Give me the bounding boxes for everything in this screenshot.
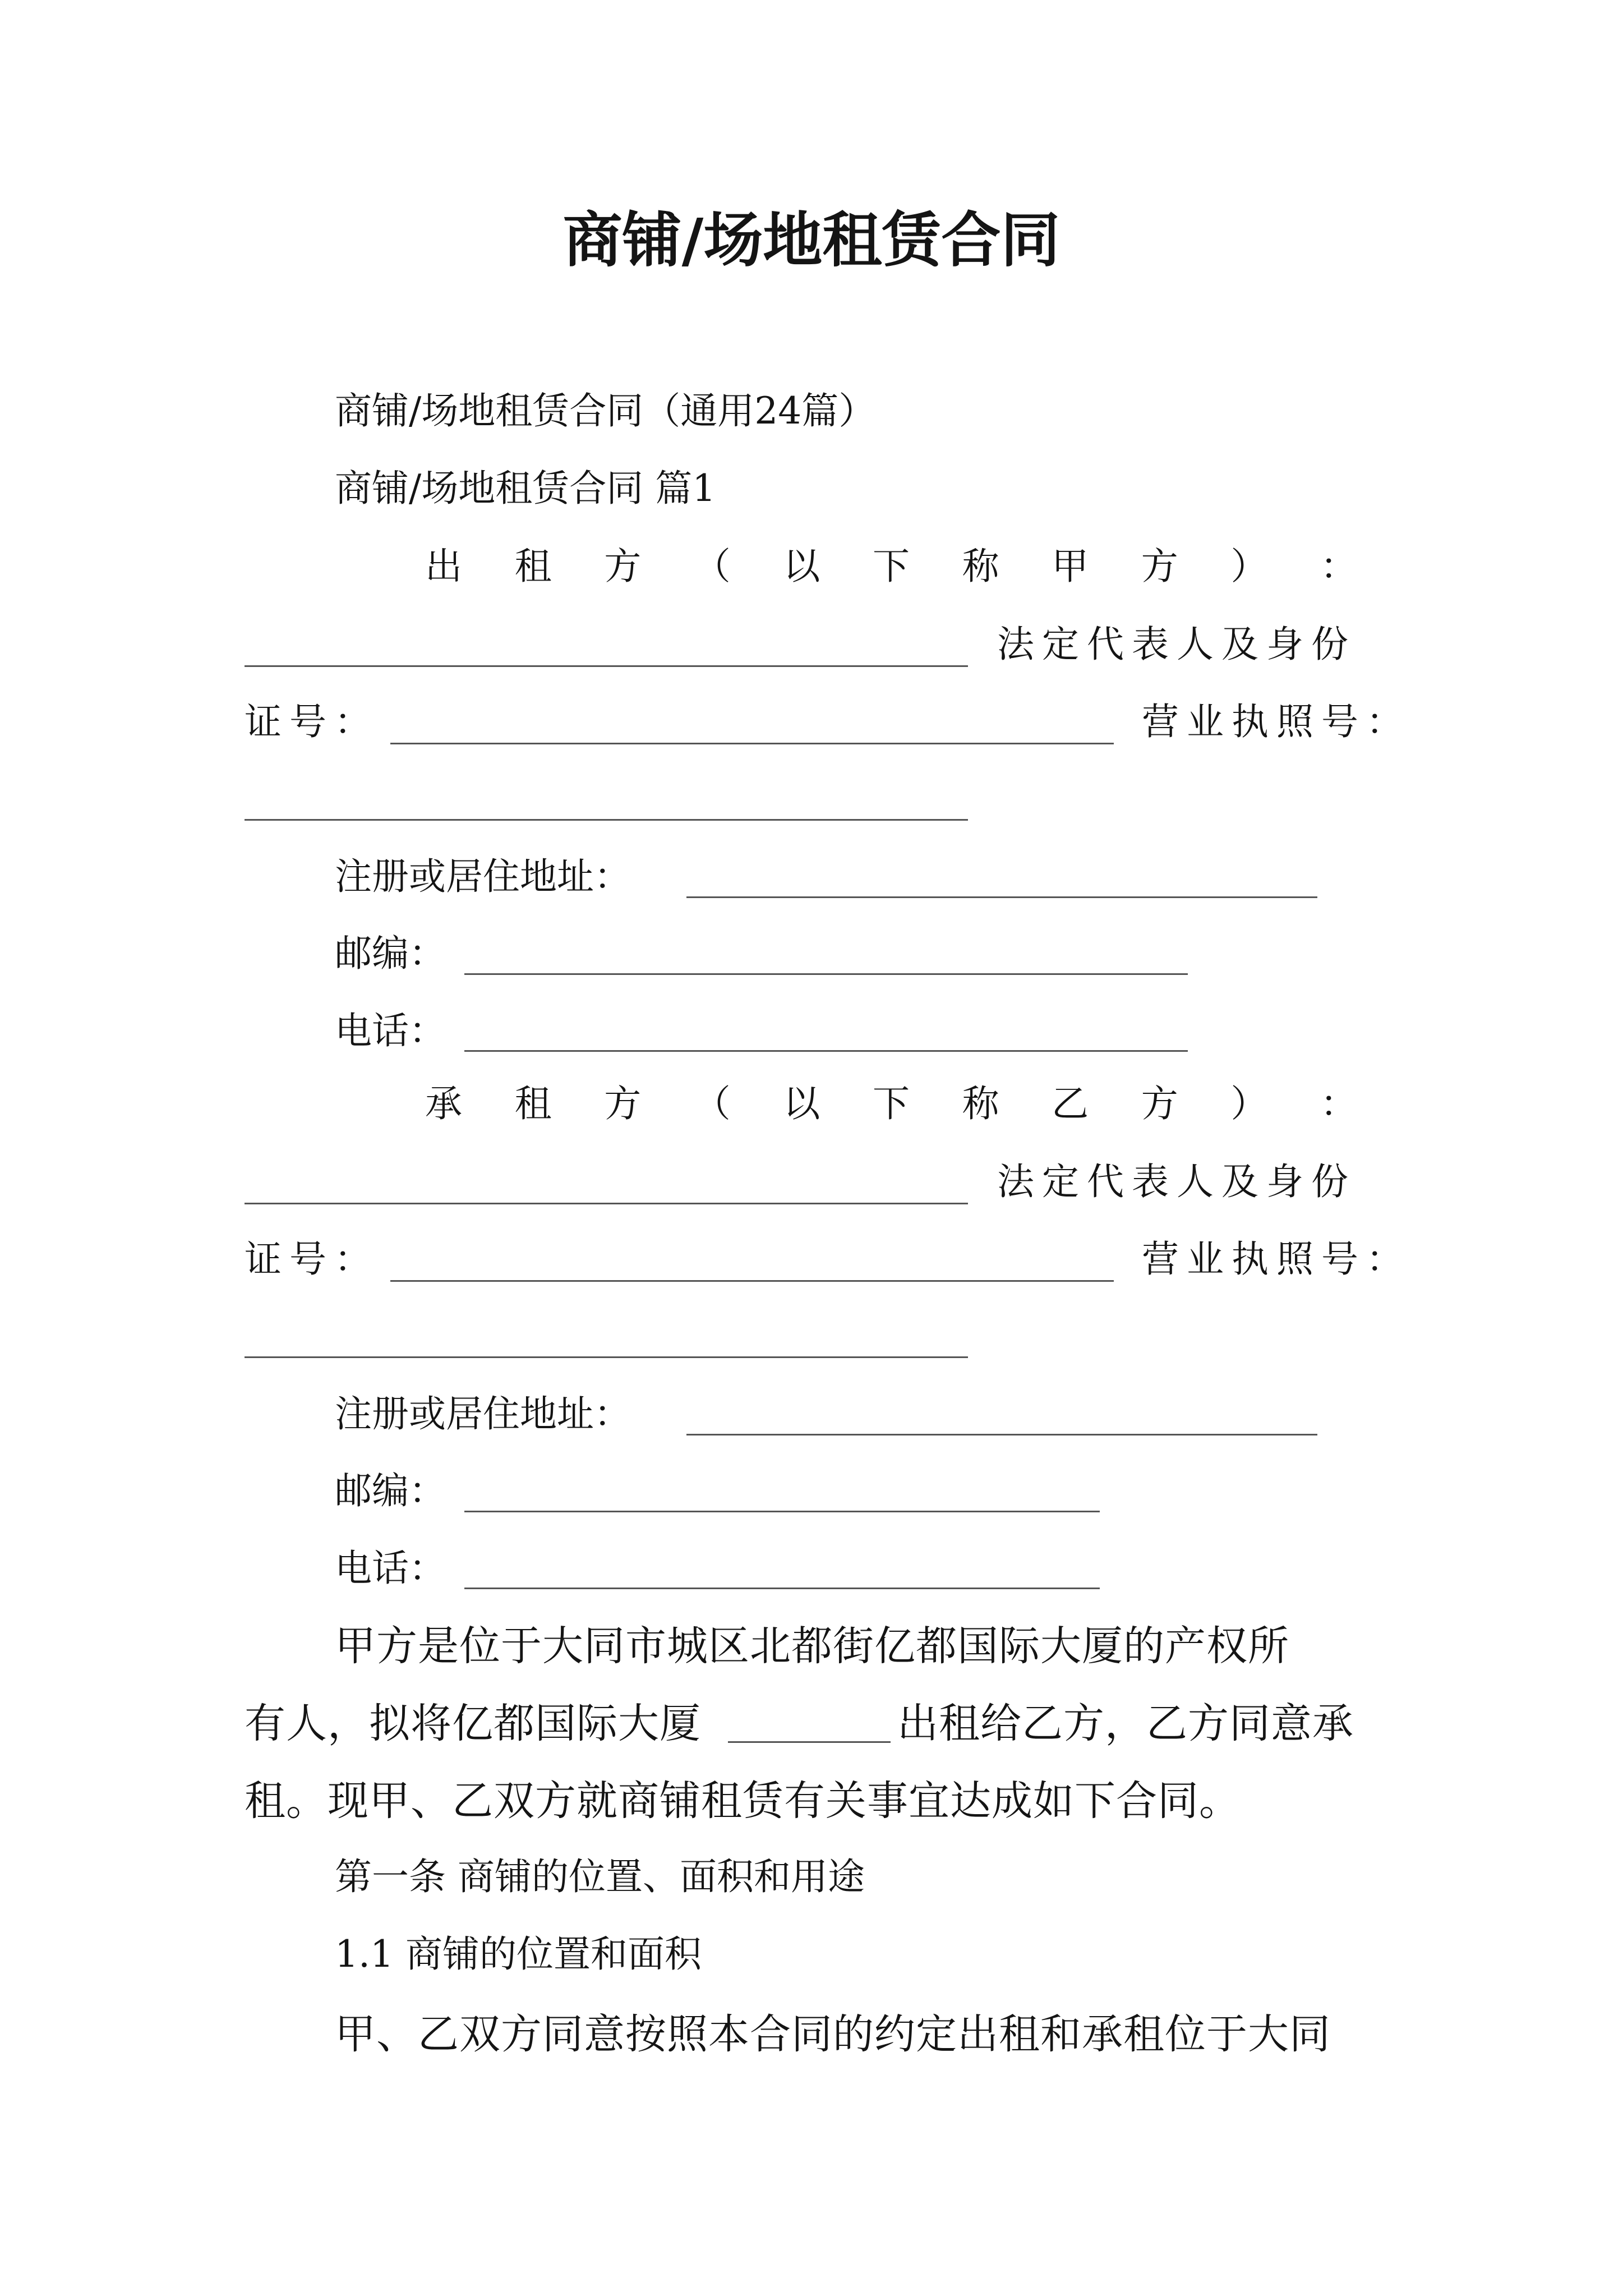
lessor-postcode-label: 邮编： — [335, 932, 446, 975]
lessee-char: （ — [693, 1082, 731, 1125]
article-1-line-1: 甲、乙双方同意按照本合同的约定出租和承租位于大同 — [335, 2010, 1331, 2058]
lessee-license-label: 营业执照号： — [1142, 1237, 1411, 1281]
document-subtitle: 商铺/场地租赁合同（通用24篇） — [335, 389, 876, 432]
part-heading: 商铺/场地租赁合同 篇1 — [335, 467, 716, 510]
lessee-char: 称 — [962, 1082, 999, 1125]
lessor-license-blank — [245, 819, 968, 821]
lessor-label — [425, 545, 1357, 588]
lessor-char: ： — [1320, 545, 1357, 588]
lessee-postcode-label: 邮编： — [335, 1469, 446, 1512]
lessee-address-blank — [686, 1434, 1317, 1435]
lessee-char: 租 — [514, 1082, 552, 1125]
lessor-id-blank — [390, 743, 1114, 744]
lessor-rep-label: 法定代表人及身份 — [997, 623, 1356, 666]
lessee-char: 以 — [783, 1082, 820, 1125]
lessee-id-label: 证号： — [245, 1237, 379, 1281]
lessor-char: 出 — [425, 545, 462, 588]
lessee-address-label: 注册或居住地址： — [335, 1392, 631, 1435]
lessee-phone-label: 电话： — [335, 1547, 446, 1590]
article-1-heading: 第一条 商铺的位置、面积和用途 — [335, 1855, 865, 1898]
lessor-phone-blank — [464, 1050, 1188, 1052]
lessee-char: 方 — [1141, 1082, 1178, 1125]
lessor-char: 租 — [514, 545, 552, 588]
lessor-address-blank — [686, 896, 1317, 898]
lessee-name-blank — [245, 1203, 968, 1204]
lessee-char: 下 — [872, 1082, 910, 1125]
lessor-postcode-blank — [464, 973, 1188, 975]
lessor-license-label: 营业执照号： — [1142, 700, 1411, 743]
document-title: 商铺/场地租赁合同 — [562, 205, 1061, 275]
intro-unit-blank — [728, 1741, 891, 1743]
lessor-char: 方 — [604, 545, 642, 588]
lessor-char: ） — [1230, 545, 1268, 588]
lessee-char: 方 — [604, 1082, 642, 1125]
lessee-char: ： — [1320, 1082, 1357, 1125]
lessee-license-blank — [245, 1356, 968, 1358]
lessee-phone-blank — [464, 1588, 1100, 1589]
lessor-char: 甲 — [1052, 545, 1089, 588]
lessee-label — [425, 1082, 1357, 1125]
lessee-postcode-blank — [464, 1511, 1100, 1512]
intro-line-3: 租。现甲、乙双方就商铺租赁有关事宜达成如下合同。 — [245, 1777, 1241, 1825]
lessee-char: 乙 — [1052, 1082, 1089, 1125]
article-1-sub-heading: 1.1 商铺的位置和面积 — [335, 1932, 702, 1976]
lessee-rep-label: 法定代表人及身份 — [997, 1160, 1356, 1203]
lessor-id-label: 证号： — [245, 700, 379, 743]
lessor-char: （ — [693, 545, 731, 588]
intro-line-2a: 有人，拟将亿都国际大厦 — [245, 1700, 701, 1747]
intro-line-2b: 出租给乙方，乙方同意承 — [897, 1700, 1354, 1747]
lessor-address-label: 注册或居住地址： — [335, 855, 631, 898]
lessor-char: 方 — [1141, 545, 1178, 588]
lessee-id-blank — [390, 1280, 1114, 1282]
lessee-char: 承 — [425, 1082, 462, 1125]
lessee-char: ） — [1230, 1082, 1268, 1125]
lessor-char: 以 — [783, 545, 820, 588]
lessor-phone-label: 电话： — [335, 1009, 446, 1052]
lessor-char: 称 — [962, 545, 999, 588]
intro-line-1: 甲方是位于大同市城区北都街亿都国际大厦的产权所 — [335, 1622, 1289, 1670]
lessor-char: 下 — [872, 545, 910, 588]
lessor-name-blank — [245, 665, 968, 667]
